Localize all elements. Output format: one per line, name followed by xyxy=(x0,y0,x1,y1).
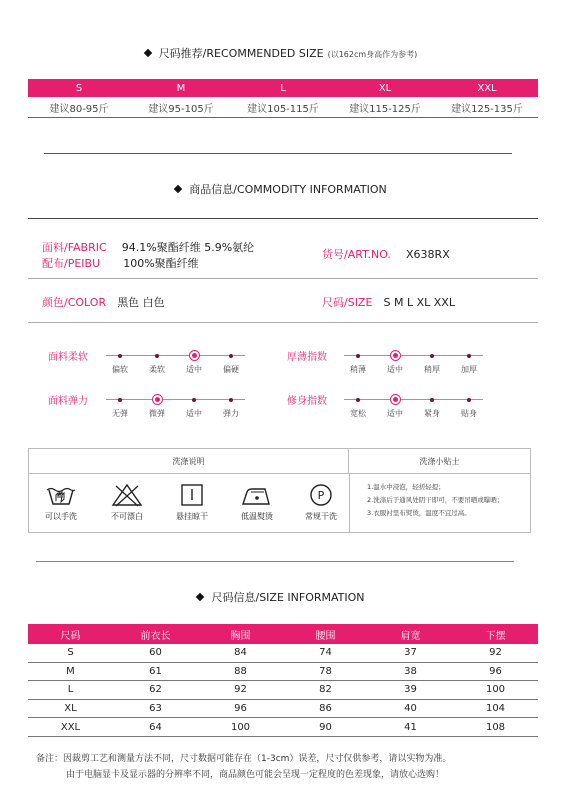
table-cell: 88 xyxy=(234,665,247,677)
table-row xyxy=(28,700,538,719)
hang-dry-icon xyxy=(172,482,212,508)
attribute-track xyxy=(344,355,483,356)
table-cell: 61 xyxy=(149,665,162,677)
attribute-option: 偏软 xyxy=(112,365,128,374)
table-cell: 40 xyxy=(404,703,417,715)
attribute-label: 面料弹力 xyxy=(48,396,88,407)
attribute-dot xyxy=(192,398,196,402)
table-cell: 37 xyxy=(404,647,417,659)
table-cell: 64 xyxy=(149,721,162,733)
table-row xyxy=(28,681,538,700)
care-label: 常规干洗 xyxy=(305,512,337,521)
table-cell: 92 xyxy=(489,647,502,659)
table-cell: 100 xyxy=(485,684,506,696)
peibu-value: 100%聚酯纤维 xyxy=(123,257,199,270)
diamond-icon xyxy=(143,49,151,57)
size-table-header-cell: 胸围 xyxy=(230,630,251,642)
attribute-option: 宽松 xyxy=(350,409,366,418)
attribute-dot xyxy=(229,398,233,402)
table-cell: 82 xyxy=(319,684,332,696)
table-cell: 90 xyxy=(319,721,332,733)
table-cell: 108 xyxy=(485,721,506,733)
care-tip: 1.温水中浸泡，轻搓轻提； xyxy=(367,483,445,491)
attribute-dot xyxy=(356,354,360,358)
attribute-option: 适中 xyxy=(387,409,403,418)
art-label: 货号/ART.NO. xyxy=(322,248,391,261)
divider xyxy=(44,153,512,154)
size-row xyxy=(322,291,455,310)
attribute-track xyxy=(106,399,245,400)
divider xyxy=(28,278,538,279)
low-iron-icon xyxy=(237,482,277,508)
attribute-label: 修身指数 xyxy=(287,396,327,407)
diamond-icon xyxy=(174,185,182,193)
attribute-label: 面料柔软 xyxy=(48,352,88,363)
table-cell: 84 xyxy=(234,647,247,659)
table-cell: M xyxy=(66,665,75,677)
color-row xyxy=(42,291,165,310)
attribute-option: 贴身 xyxy=(461,409,477,418)
attribute-dot xyxy=(229,354,233,358)
attribute-dot xyxy=(356,398,360,402)
recommended-size-weights xyxy=(28,97,538,118)
attribute-option: 无弹 xyxy=(112,409,128,418)
table-cell: 60 xyxy=(149,647,162,659)
recommended-size-cell: XL xyxy=(378,82,392,94)
recommended-size-cell: L xyxy=(280,82,286,94)
care-label: 不可漂白 xyxy=(111,512,143,521)
table-cell: XXL xyxy=(60,721,81,733)
recommended-weight-cell: 建议115-125斤 xyxy=(349,103,421,115)
fabric-value: 94.1%聚酯纤维 5.9%氨纶 xyxy=(121,241,255,254)
fabric-label: 面料/FABRIC xyxy=(42,241,107,254)
table-cell: 96 xyxy=(234,703,247,715)
no-bleach-icon xyxy=(107,482,147,508)
attribute-selected-marker xyxy=(390,350,401,361)
attribute-option: 稍薄 xyxy=(350,365,366,374)
size-table-header-cell: 腰围 xyxy=(315,630,336,642)
footer-note-2: 由于电脑显卡及显示器的分辨率不同，商品颜色可能会呈现一定程度的色差现象，请放心选购！ xyxy=(66,770,445,780)
care-tip: 3.衣服衬里布熨烫，温度不宜过高。 xyxy=(367,509,471,517)
footer-note-1: 备注：因裁剪工艺和测量方法不同，尺寸数据可能存在（1-3cm）误差，尺寸仅供参考，请以实物为准。 xyxy=(36,754,452,764)
dry-clean-letter: P xyxy=(317,489,325,502)
recommended-weight-cell: 建议105-115斤 xyxy=(247,103,319,115)
size-label: 尺码/SIZE xyxy=(322,296,373,309)
recommended-size-cell: S xyxy=(75,82,83,94)
recommended-size-cell: M xyxy=(176,82,186,94)
recommended-size-header xyxy=(28,79,538,97)
recommended-size-title: 尺码推荐/RECOMMENDED SIZE (以162cm身高作为参考) xyxy=(0,45,562,61)
table-cell: 96 xyxy=(489,665,502,677)
size-value: S M L XL XXL xyxy=(383,296,455,309)
divider xyxy=(36,561,514,562)
attribute-option: 柔软 xyxy=(149,365,165,374)
size-table-header-cell: 尺码 xyxy=(60,630,81,642)
divider xyxy=(28,322,538,323)
table-cell: 63 xyxy=(149,703,162,715)
table-cell: 39 xyxy=(404,684,417,696)
size-table-header-cell: 下摆 xyxy=(485,630,506,642)
dry-clean-icon xyxy=(301,482,341,508)
care-label: 可以手洗 xyxy=(45,512,77,521)
attribute-option: 稍厚 xyxy=(424,365,440,374)
table-cell: 86 xyxy=(319,703,332,715)
care-divider xyxy=(349,474,350,532)
table-row xyxy=(28,718,538,737)
table-cell: XL xyxy=(64,703,77,715)
table-row xyxy=(28,644,538,663)
attribute-dot xyxy=(155,354,159,358)
attribute-label: 厚薄指数 xyxy=(287,352,327,363)
color-label: 颜色/COLOR xyxy=(42,296,107,309)
art-value: X638RX xyxy=(406,248,450,261)
divider xyxy=(28,218,538,219)
attribute-option: 适中 xyxy=(186,409,202,418)
table-cell: 104 xyxy=(485,703,506,715)
size-table-header xyxy=(28,624,538,644)
size-info-title: 尺码信息/SIZE INFORMATION xyxy=(0,589,562,605)
care-tip: 2.洗涤后于通风处阴干即可，不要吊晒或曝晒； xyxy=(367,496,504,504)
table-cell: 100 xyxy=(230,721,251,733)
size-info-table xyxy=(28,624,538,737)
attribute-option: 加厚 xyxy=(461,365,477,374)
attribute-selected-marker xyxy=(189,350,200,361)
size-table-header-cell: 前衣长 xyxy=(140,630,171,642)
attribute-track xyxy=(344,399,483,400)
table-cell: 78 xyxy=(319,665,332,677)
attribute-selected-marker xyxy=(390,394,401,405)
commodity-title: 商品信息/COMMODITY INFORMATION xyxy=(0,181,562,197)
table-cell: 38 xyxy=(404,665,417,677)
table-cell: 92 xyxy=(234,684,247,696)
table-row xyxy=(28,663,538,682)
care-box xyxy=(28,448,531,533)
table-cell: 62 xyxy=(149,684,162,696)
recommended-size-table xyxy=(28,79,538,118)
recommended-weight-cell: 建议80-95斤 xyxy=(49,103,109,115)
color-value: 黑色 白色 xyxy=(117,296,165,309)
attribute-track xyxy=(106,355,245,356)
hand-wash-icon xyxy=(41,482,81,508)
table-cell: S xyxy=(67,647,74,659)
care-instructions-title: 洗涤说明 xyxy=(29,449,349,474)
care-label: 悬挂晾干 xyxy=(176,512,208,521)
attribute-option: 弹力 xyxy=(223,409,239,418)
attribute-dot xyxy=(118,354,122,358)
peibu-row xyxy=(42,252,199,271)
table-cell: L xyxy=(67,684,74,696)
attribute-option: 紧身 xyxy=(424,409,440,418)
diamond-icon xyxy=(196,593,204,601)
recommended-size-cell: XXL xyxy=(477,82,497,94)
recommended-weight-cell: 建议125-135斤 xyxy=(451,103,523,115)
attribute-dot xyxy=(467,398,471,402)
table-cell: 74 xyxy=(319,647,332,659)
attribute-dot xyxy=(430,354,434,358)
table-cell: 41 xyxy=(404,721,417,733)
attribute-dot xyxy=(118,398,122,402)
attribute-option: 微弹 xyxy=(149,409,165,418)
attribute-selected-marker xyxy=(152,394,163,405)
art-row xyxy=(322,243,450,262)
size-table-header-cell: 肩宽 xyxy=(400,630,421,642)
attribute-dot xyxy=(430,398,434,402)
attribute-option: 适中 xyxy=(387,365,403,374)
recommended-weight-cell: 建议95-105斤 xyxy=(148,103,214,115)
attribute-option: 适中 xyxy=(186,365,202,374)
size-table-body xyxy=(28,644,538,737)
attribute-option: 偏硬 xyxy=(223,365,239,374)
attribute-dot xyxy=(467,354,471,358)
care-label: 低温熨烫 xyxy=(241,512,273,521)
care-tips-title: 洗涤小贴士 xyxy=(349,449,530,474)
peibu-label: 配布/PEIBU xyxy=(42,257,101,270)
